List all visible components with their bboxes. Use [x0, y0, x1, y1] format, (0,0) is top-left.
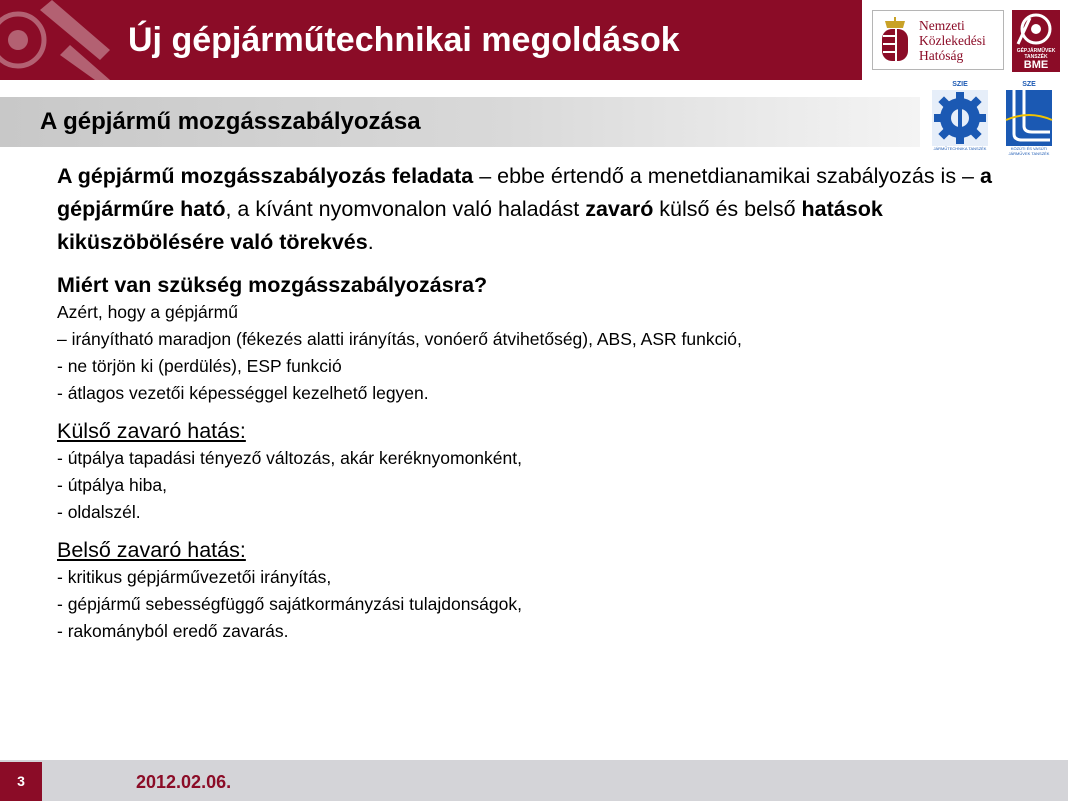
intro-paragraph: [57, 160, 1032, 259]
footer-date: 2012.02.06.: [136, 772, 232, 792]
header-decoration: [0, 0, 110, 80]
crest-icon: [880, 17, 910, 63]
szie-logo: [928, 80, 992, 156]
intro-text-4: , a kívánt nyomvonalon való haladást: [225, 197, 586, 221]
szie-logo-caption: SZIE: [952, 81, 968, 88]
intro-text-2: – ebbe értendő a menetdianamikai szabályozás is –: [473, 164, 980, 188]
external-item: - útpálya tapadási tényező változás, akár keréknyomonként,: [57, 448, 522, 468]
gear-icon: [928, 90, 992, 146]
intro-bold-7: hatások kiküszöbölésére való törekvés: [57, 197, 883, 254]
bme-logo-label: GÉPJÁRMŰVEK TANSZÉK: [1016, 48, 1056, 60]
intro-bold-1: A gépjármű mozgásszabályozás feladata: [57, 164, 474, 188]
external-disturbance-heading: Külső zavaró hatás:: [57, 419, 246, 443]
internal-item: - kritikus gépjárművezetői irányítás,: [57, 567, 332, 587]
slide-content: [57, 160, 1032, 645]
external-item: - útpálya hiba,: [57, 475, 167, 495]
section-bar: [0, 97, 920, 147]
nkh-logo: [872, 10, 1004, 70]
reason-line: - átlagos vezetői képességgel kezelhető legyen.: [57, 383, 429, 403]
nkh-logo-text: [919, 18, 986, 63]
intro-bold-5: zavaró: [585, 197, 654, 221]
intro-text-8: .: [367, 230, 374, 254]
internal-disturbance-heading: Belső zavaró hatás:: [57, 538, 246, 562]
external-item: - oldalszél.: [57, 502, 141, 522]
bme-logo: [1012, 10, 1060, 72]
sze-logo-sub: KÖZÚTI ÉS VASÚTI JÁRMŰVEK TANSZÉK: [1008, 146, 1050, 156]
intro-text-6: külső és belső: [653, 197, 802, 221]
question-heading: Miért van szükség mozgásszabályozásra?: [57, 273, 488, 297]
intro-bold-3: a gépjárműre ható: [57, 164, 992, 221]
reason-line: – irányítható maradjon (fékezés alatti irányítás, vonóerő átvihetőség), ABS, ASR funkció,: [57, 329, 742, 349]
road-icon: [1004, 90, 1054, 146]
szie-logo-sub: JÁRMŰTECHNIKA TANSZÉK: [933, 146, 987, 151]
reason-line: Azért, hogy a gépjármű: [57, 302, 238, 322]
nkh-logo-line3: Hatóság: [919, 48, 964, 63]
sze-logo: [1004, 80, 1054, 156]
page-number: 3: [0, 762, 42, 801]
nkh-logo-line1: Nemzeti: [919, 18, 965, 33]
reason-line: - ne törjön ki (perdülés), ESP funkció: [57, 356, 342, 376]
bme-logo-big: BME: [1023, 59, 1049, 71]
internal-item: - rakományból eredő zavarás.: [57, 621, 289, 641]
section-title: A gépjármű mozgásszabályozása: [40, 108, 421, 135]
internal-item: - gépjármű sebességfüggő sajátkormányzási tulajdonságok,: [57, 594, 522, 614]
slide-title: Új gépjárműtechnikai megoldások: [128, 21, 680, 59]
nkh-logo-line2: Közlekedési: [919, 33, 986, 48]
sze-logo-caption: SZE: [1022, 81, 1036, 88]
bme-emblem-icon: [1012, 10, 1060, 48]
